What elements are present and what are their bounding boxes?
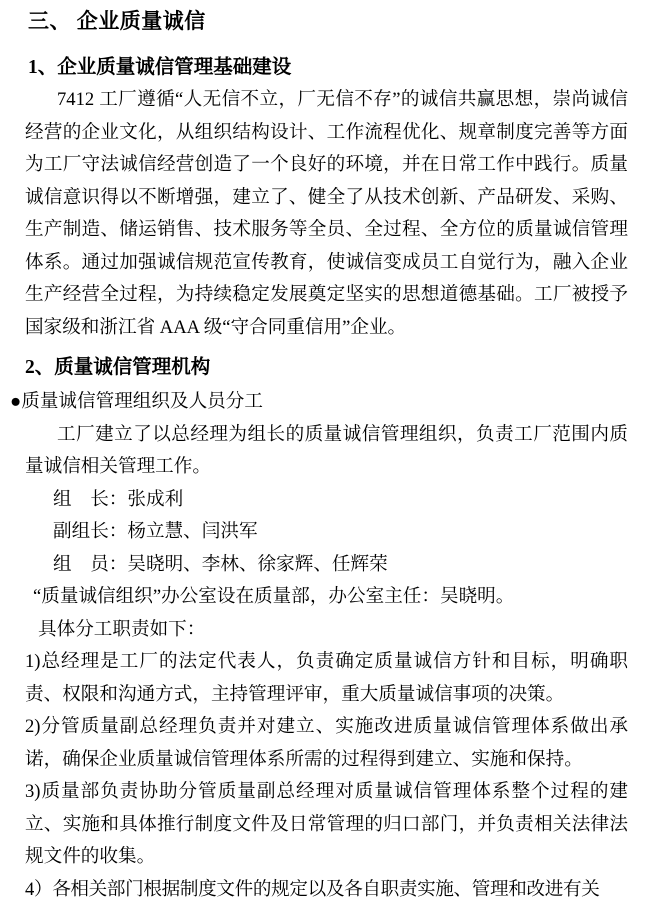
role-line-leader: 组 长：张成利 (53, 488, 184, 510)
role-line-deputy-leaders: 副组长：杨立慧、闫洪军 (53, 521, 258, 542)
section2-heading: 2、质量诚信管理机构 (25, 357, 211, 378)
duty-item-2: 2)分管质量副总经理负责并对建立、实施改进质量诚信管理体系做出承诺，确保企业质量诚信管理体系所需的过程得到建立、实施和保持。 (25, 716, 628, 770)
section2-intro-paragraph: 工厂建立了以总经理为组长的质量诚信管理组织，负责工厂范围内质量诚信相关管理工作。 (25, 423, 628, 477)
office-location-line: “质量诚信组织”办公室设在质量部，办公室主任：吴晓明。 (33, 586, 515, 607)
section2-bullet-item: ●质量诚信管理组织及人员分工 (10, 391, 263, 412)
doc-main-heading: 三、 企业质量诚信 (28, 9, 206, 33)
section1-paragraph: 7412 工厂遵循“人无信不立，厂无信不存”的诚信共赢思想，崇尚诚信经营的企业文化，从组织结构设计、工作流程优化、规章制度完善等方面为工厂守法诚信经营创造了一个良好的环境，并在日常工作中践行。质量诚信意识得以不断增强，建立了、健全了从技术创新、产品研发、采购、生产制造、储运销售、技术服务等全员、全过程、全方位的质量诚信管理体系。通过加强诚信规范宣传教育，使诚信变成员工自觉行为，融入企业生产经营全过程，为持续稳定发展奠定坚实的思想道德基础。工厂被授予国家级和浙江省 AAA 级“守合同重信用”企业。 (25, 89, 628, 338)
role-line-members: 组 员：吴晓明、李林、徐家辉、任辉荣 (53, 553, 388, 575)
duty-item-3: 3)质量部负责协助分管质量副总经理对质量诚信管理体系整个过程的建立、实施和具体推行制度文件及日常管理的归口部门，并负责相关法律法规文件的收集。 (25, 781, 628, 867)
duties-intro-line: 具体分工职责如下： (38, 618, 206, 640)
duty-item-4: 4）各相关部门根据制度文件的规定以及各自职责实施、管理和改进有关 (25, 878, 600, 900)
duty-item-1: 1)总经理是工厂的法定代表人，负责确定质量诚信方针和目标，明确职责、权限和沟通方式，主持管理评审，重大质量诚信事项的决策。 (25, 651, 628, 705)
section1-heading: 1、企业质量诚信管理基础建设 (28, 57, 292, 78)
